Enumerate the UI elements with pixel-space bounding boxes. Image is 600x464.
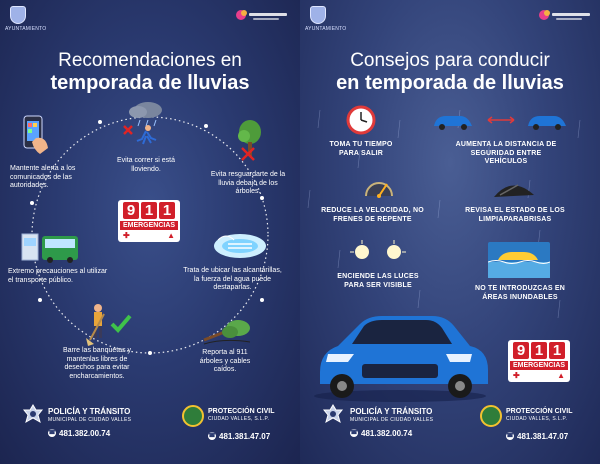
bus-stop-icon [20,228,82,269]
headlights-icon [348,238,408,271]
emergency-911-card [508,340,570,382]
tip-distance-label: AUMENTA LA DISTANCIA DE SEGURIDAD ENTRE VEHÍCULOS [455,141,557,165]
tip-speed-label: REDUCE LA VELOCIDAD, NO FRENES DE REPENTE [321,207,424,223]
police-badge-icon [322,404,344,433]
civil-protection-icon [480,405,502,427]
police-badge-icon [22,404,44,433]
page-title-line2: en temporada de lluvias [336,72,564,94]
emergency-digit: 9 [123,202,139,219]
phone-icon [20,112,52,161]
page-title-line1: Recomendaciones en [58,50,242,71]
pc-phone: 481.381.47.07 [517,432,569,441]
municipal-shield-icon [310,6,326,24]
emergency-label: EMERGENCIAS [510,361,568,370]
right-poster [300,0,600,464]
phone-small-icon: ☎ [350,430,358,436]
tip-lights-label: ENCIENDE LAS LUCES PARA SER VISIBLE [337,273,419,289]
civil-protection-icon [182,405,204,427]
tip-flood-label: NO TE INTRODUZCAS EN ÁREAS INUNDABLES [475,285,565,301]
fire-icon: ▲ [167,231,175,240]
speedometer-icon [362,172,396,205]
emergency-digit: 1 [531,342,547,359]
police-phone: 481.382.00.74 [361,429,413,438]
police-sub: MUNICIPAL DE CIUDAD VALLES [48,417,132,423]
emergency-digit: 9 [513,342,529,359]
tree-x-icon [230,118,270,169]
tip-sweep-label: Barre las banquetas y mantenlas libres de desechos para evitar encharcamientos. [62,347,132,380]
phone-small-icon: ☎ [506,433,514,439]
phone-small-icon: ☎ [48,430,56,436]
tip-transport-label: Extremo precauciones al utilizar el transporte público. [8,268,108,284]
tip-running-label: Evita correr si está lloviendo. [117,157,175,173]
pc-name: PROTECCIÓN CIVIL [506,408,573,415]
emergency-digit: 1 [549,342,565,359]
tip-tree-label: Evita resguardarte de la lluvia debajo de los árboles. [210,171,286,195]
page-title-line1: Consejos para conducir [350,50,550,71]
flooded-car-icon [488,242,550,283]
medical-cross-icon: ✚ [123,231,130,240]
pc-sub: CIUDAD VALLES, S.L.P. [506,416,568,422]
wiper-icon [488,175,538,206]
tip-wiper-label: REVISA EL ESTADO DE LOS LIMPIAPARABRISAS [465,207,565,223]
pc-sub: CIUDAD VALLES, S.L.P. [208,416,270,422]
pc-name: PROTECCIÓN CIVIL [208,408,275,415]
stormcloud-running-icon [118,98,168,155]
tip-drain-label: Trata de ubicar las alcantarillas, la fuerza del agua puede destaparlas. [183,267,282,291]
police-phone: 481.382.00.74 [59,429,111,438]
emergency-label: EMERGENCIAS [120,221,178,230]
tip-report-label: Reporta al 911 árboles y cables caídos. [199,349,251,373]
car-distance-icon [432,108,572,137]
car-icon [310,292,490,409]
tip-time-label: TOMA TU TIEMPO PARA SALIR [329,141,393,157]
phone-small-icon: ☎ [208,433,216,439]
clock-icon [345,104,377,141]
police-sub: MUNICIPAL DE CIUDAD VALLES [350,417,434,423]
water-drain-icon [210,224,270,269]
fire-icon: ▲ [557,371,565,380]
broom-icon [84,300,134,351]
pc-phone: 481.381.47.07 [219,432,271,441]
tourism-logo-icon [538,8,593,22]
emergency-digit: 1 [159,202,175,219]
tip-alert-label: Mantente alerta a los comunicados de las autoridades. [10,165,76,189]
police-name: POLICÍA Y TRÁNSITO [48,407,131,416]
fallen-tree-icon [200,318,252,353]
municipal-logo-text: AYUNTAMIENTO [305,26,347,32]
medical-cross-icon: ✚ [513,371,520,380]
municipal-logo-text: AYUNTAMIENTO [5,26,47,32]
emergency-911-card [118,200,180,242]
emergency-digit: 1 [141,202,157,219]
police-name: POLICÍA Y TRÁNSITO [350,407,433,416]
page-title-line2: temporada de lluvias [50,72,250,94]
